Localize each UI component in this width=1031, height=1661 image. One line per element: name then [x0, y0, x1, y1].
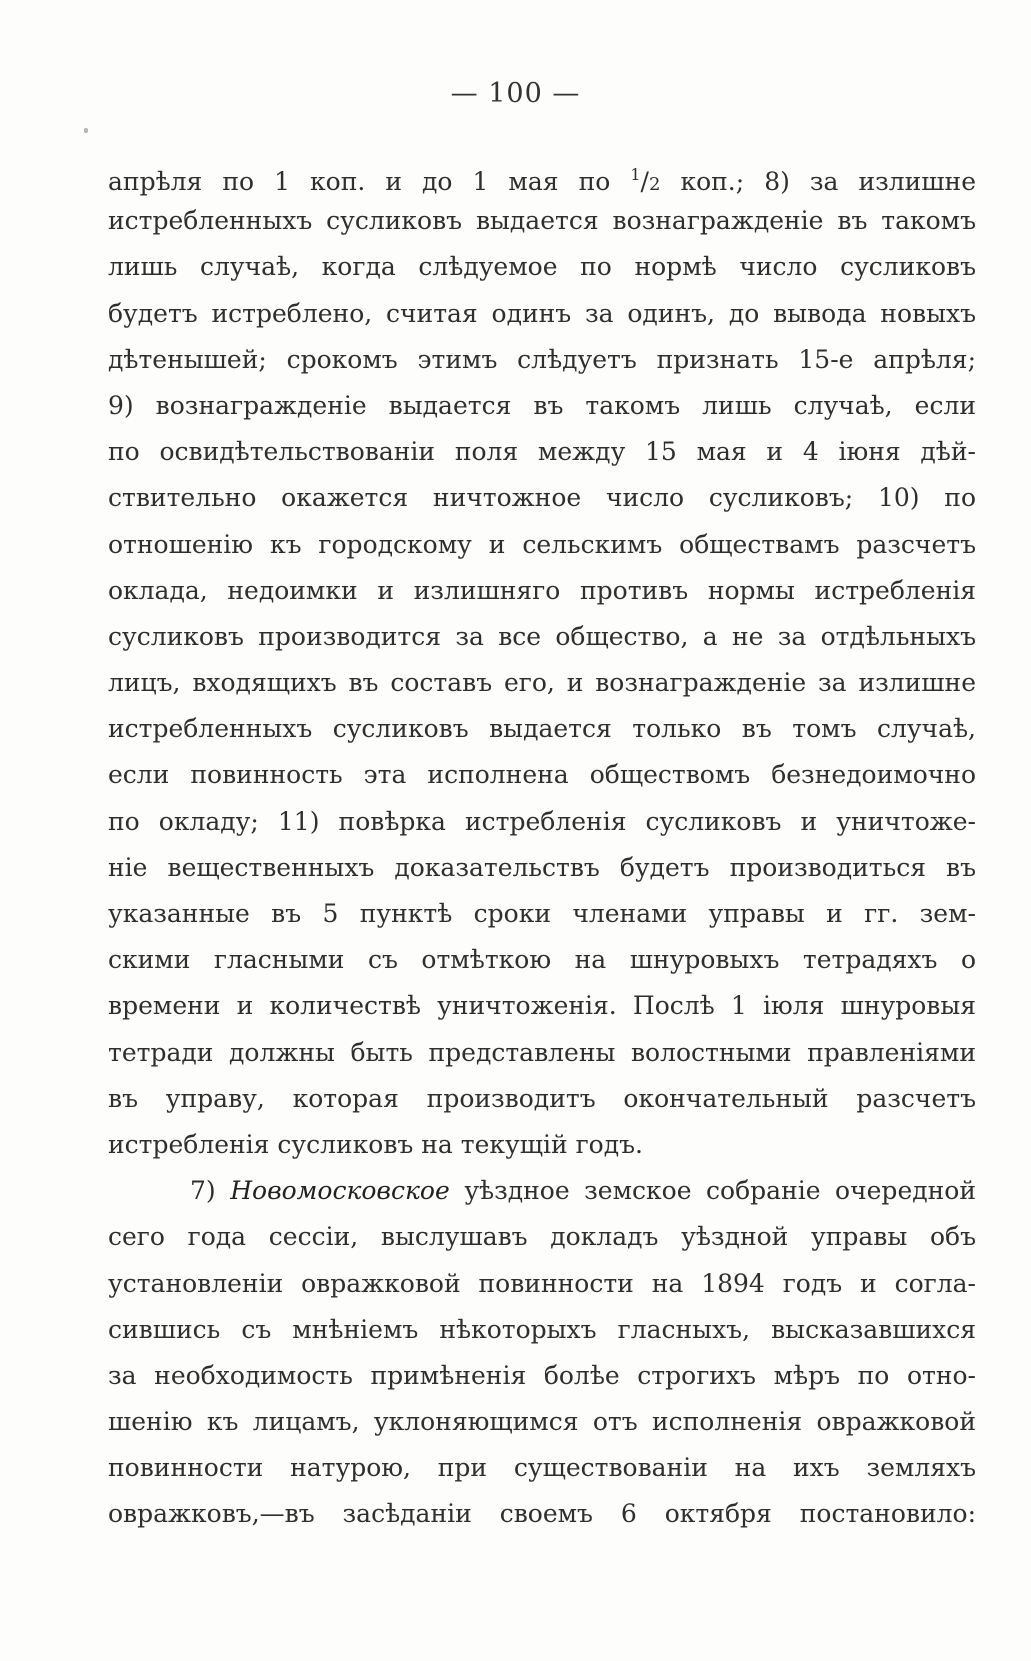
text-line: за необходимость примѣненія болѣе строгихъ мѣръ по отно-: [108, 1360, 976, 1390]
text-line: лишь случаѣ, когда слѣдуемое по нормѣ число сусликовъ: [108, 252, 976, 282]
text-line: указанные въ 5 пунктѣ сроки членами управы и гг. зем-: [108, 899, 976, 928]
text-line: сего года сессіи, выслушавъ докладъ уѣздной управы объ: [108, 1222, 976, 1252]
text-line: шенію къ лицамъ, уклоняющимся отъ исполненія овражковой: [108, 1407, 976, 1437]
paragraph-last-line: истребленія сусликовъ на текущій годъ.: [108, 1129, 643, 1159]
text-line: сившись съ мнѣніемъ нѣкоторыхъ гласныхъ, высказавшихся: [108, 1314, 976, 1344]
text-line: тетради должны быть представлены волостными правленіями: [108, 1037, 976, 1067]
text-line: ствительно окажется ничтожное число сусликовъ; 10) по: [108, 483, 976, 513]
text-line: по освидѣтельствованіи поля между 15 мая и 4 іюня дѣй-: [108, 437, 976, 467]
text-line: дѣтенышей; срокомъ этимъ слѣдуетъ признать 15-е апрѣля;: [108, 344, 976, 374]
text-fragment: уѣздное земское собраніе очередной: [464, 1176, 977, 1206]
text-line: по окладу; 11) повѣрка истребленія сусликовъ и уничтоже-: [108, 806, 976, 836]
body-text: [108, 152, 976, 1538]
text-line: повинности натурою, при существованіи на ихъ земляхъ: [108, 1453, 976, 1483]
fraction-slash: /: [640, 167, 649, 196]
fraction-numerator: 1: [630, 165, 641, 184]
text-line: будетъ истреблено, считая одинъ за одинъ, до вывода новыхъ: [108, 298, 976, 328]
text-line: ніе вещественныхъ доказательствъ будетъ производиться въ: [108, 852, 976, 882]
text-line: если повинность эта исполнена обществомъ безнедоимочно: [108, 760, 976, 790]
text-line: скими гласными съ отмѣткою на шнуровыхъ тетрадяхъ о: [108, 945, 976, 975]
text-line: установленіи овражковой повинности на 1894 годъ и согла-: [108, 1268, 976, 1298]
text-line: въ управу, которая производитъ окончательный разсчетъ: [108, 1083, 976, 1113]
text-line: времени и количествѣ уничтоженія. Послѣ 1 іюля шнуровыя: [108, 991, 976, 1021]
text-line: истребленныхъ сусликовъ выдается вознагражденіе въ такомъ: [108, 206, 976, 236]
fraction-denominator: 2: [648, 174, 661, 195]
text-line: отношенію къ городскому и сельскимъ обществамъ разсчетъ: [108, 529, 976, 559]
text-line: оклада, недоимки и излишняго противъ нормы истребленія: [108, 575, 976, 605]
page-number: — 100 —: [450, 78, 581, 109]
text-line: сусликовъ производится за все общество, а не за отдѣльныхъ: [108, 621, 976, 651]
text-line: [108, 152, 976, 198]
paragraph-first-line: [108, 1168, 976, 1214]
text-fragment: апрѣля по 1 коп. и до 1 мая по: [108, 167, 631, 196]
text-line: овражковъ,—въ засѣданіи своемъ 6 октября постановило:: [108, 1499, 976, 1529]
print-speck: [84, 128, 88, 133]
item-number: 7): [190, 1176, 216, 1206]
text-line: истребленныхъ сусликовъ выдается только въ томъ случаѣ,: [108, 714, 976, 744]
text-line: 9) вознагражденіе выдается въ такомъ лишь случаѣ, если: [108, 390, 976, 420]
text-line: лицъ, входящихъ въ составъ его, и вознагражденіе за излишне: [108, 668, 976, 698]
text-fragment: коп.; 8) за излишне: [660, 167, 976, 196]
district-name: Новомосковское: [230, 1176, 450, 1206]
